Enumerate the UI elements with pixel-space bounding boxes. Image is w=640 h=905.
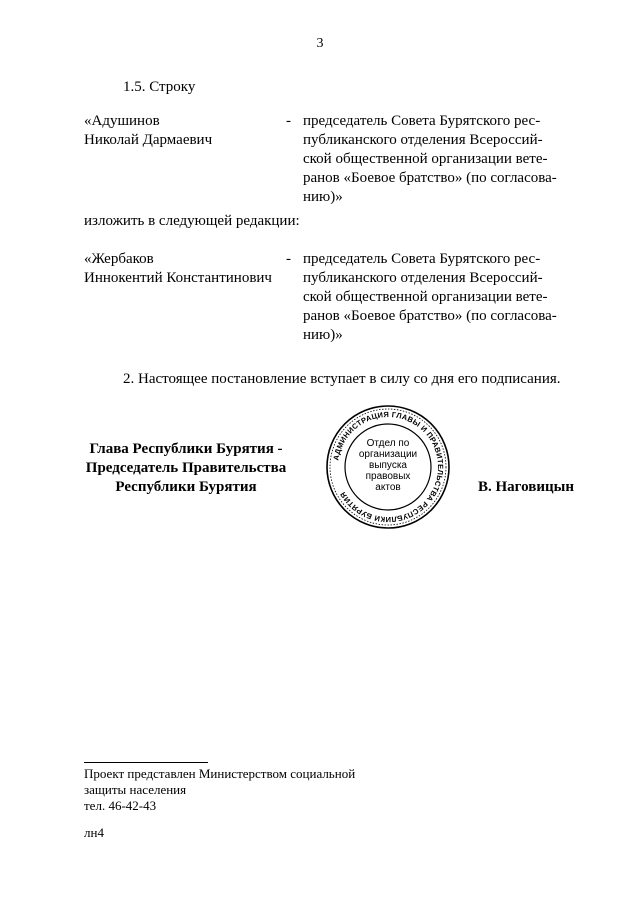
- footnote-line: защиты населения: [84, 782, 187, 797]
- new-entry-name: [84, 250, 284, 288]
- description-line: нию)»: [303, 189, 343, 205]
- signatory-title: [70, 440, 302, 497]
- description-line: ранов «Боевое братство» (по согласова-: [303, 308, 557, 324]
- clause-heading: 1.5. Строку: [123, 79, 196, 95]
- footnote-divider: [84, 762, 208, 763]
- stamp-line: организации: [358, 449, 418, 460]
- description-line: председатель Совета Бурятского рес-: [303, 113, 541, 129]
- original-entry-dash: -: [286, 113, 291, 129]
- footnote-line: тел. 46-42-43: [84, 798, 157, 813]
- description-line: председатель Совета Бурятского рес-: [303, 251, 541, 267]
- signatory-title-line: Председатель Правительства: [85, 460, 287, 476]
- new-entry-given-name: Иннокентий Константинович: [84, 270, 272, 286]
- new-entry-surname: «Жербаков: [84, 251, 154, 267]
- stamp-ring-text: АДМИНИСТРАЦИЯ ГЛАВЫ И ПРАВИТЕЛЬСТВА РЕСПУБЛИКИ БУРЯТИЯ: [331, 409, 446, 525]
- new-entry-description: [303, 250, 565, 345]
- description-line: ранов «Боевое братство» (по согласова-: [303, 170, 557, 186]
- document-code: лн4: [84, 825, 104, 840]
- original-entry-description: [303, 112, 565, 207]
- original-entry-given-name: Николай Дармаевич: [84, 132, 213, 148]
- stamp-line: правовых: [365, 471, 411, 482]
- original-entry-name: [84, 112, 284, 150]
- footnote: [84, 766, 355, 814]
- signatory-title-line: Глава Республики Бурятия -: [89, 441, 283, 457]
- stamp-inner-text: [340, 438, 436, 493]
- stamp-line: Отдел по: [366, 438, 410, 449]
- signatory-title-line: Республики Бурятия: [115, 479, 257, 495]
- description-line: ской общественной организации вете-: [303, 289, 548, 305]
- description-line: ской общественной организации вете-: [303, 151, 548, 167]
- original-entry-surname: «Адушинов: [84, 113, 160, 129]
- stamp-line: актов: [375, 482, 401, 493]
- page-number: 3: [316, 36, 324, 51]
- description-line: нию)»: [303, 327, 343, 343]
- footnote-line: Проект представлен Министерством социальной: [84, 766, 356, 781]
- stamp-line: выпуска: [369, 460, 407, 471]
- new-entry-dash: -: [286, 251, 291, 267]
- clause-2: 2. Настоящее постановление вступает в силу со дня его подписания.: [123, 371, 561, 387]
- description-line: публиканского отделения Всероссий-: [303, 132, 543, 148]
- description-line: публиканского отделения Всероссий-: [303, 270, 543, 286]
- instruction-text: изложить в следующей редакции:: [84, 213, 300, 229]
- signatory-name: В. Наговицын: [478, 479, 574, 495]
